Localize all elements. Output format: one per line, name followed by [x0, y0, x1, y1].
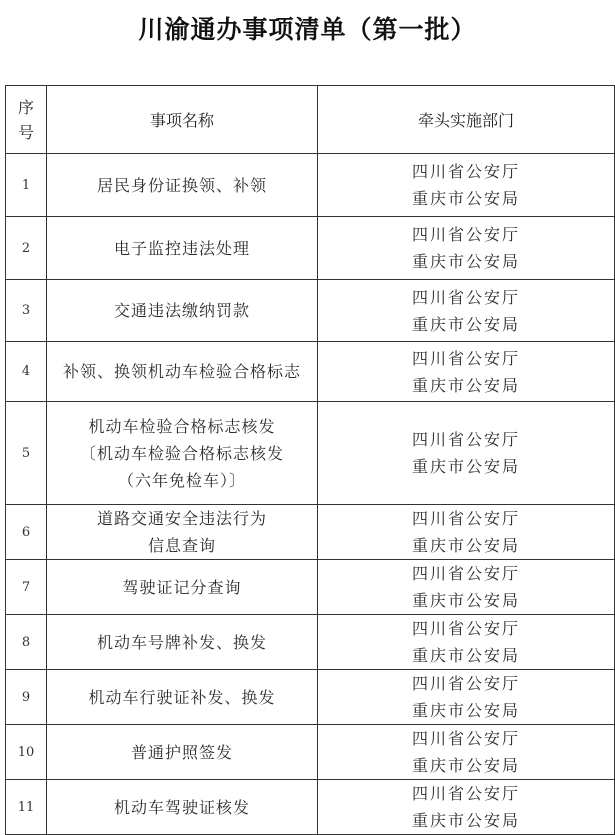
lead-department-line: 重庆市公安局	[411, 701, 520, 720]
lead-department-line: 四川省公安厅	[411, 729, 520, 748]
item-name	[47, 670, 318, 725]
lead-department-line: 重庆市公安局	[411, 646, 520, 665]
item-name-line: （六年免检车）〕	[117, 470, 246, 490]
item-name	[47, 402, 318, 505]
table-row	[6, 560, 615, 615]
lead-department-line: 四川省公安厅	[411, 619, 520, 638]
lead-department	[318, 560, 615, 615]
row-number: 7	[6, 560, 47, 615]
lead-department	[318, 725, 615, 780]
row-number: 4	[6, 342, 47, 402]
table-body	[6, 154, 615, 835]
lead-department-line: 四川省公安厅	[411, 564, 520, 583]
lead-department-line: 重庆市公安局	[411, 536, 520, 555]
table-row	[6, 725, 615, 780]
item-name	[47, 780, 318, 835]
item-name	[47, 505, 318, 560]
lead-department	[318, 280, 615, 342]
lead-department-line: 四川省公安厅	[411, 674, 520, 693]
row-number: 8	[6, 615, 47, 670]
lead-department	[318, 217, 615, 280]
item-name-line: 〔机动车检验合格标志核发	[79, 443, 284, 463]
lead-department-line: 重庆市公安局	[411, 314, 520, 334]
item-name	[47, 217, 318, 280]
row-number: 10	[6, 725, 47, 780]
column-header-dept: 牵头实施部门	[318, 86, 615, 154]
column-header-no-char-2: 号	[17, 122, 34, 142]
lead-department	[318, 670, 615, 725]
table-row	[6, 670, 615, 725]
row-number: 11	[6, 780, 47, 835]
lead-department-line: 四川省公安厅	[411, 509, 520, 528]
table-row	[6, 615, 615, 670]
lead-department-line: 四川省公安厅	[411, 348, 520, 368]
table-row	[6, 154, 615, 217]
lead-department	[318, 402, 615, 505]
item-name-line: 驾驶证记分查询	[122, 577, 242, 597]
lead-department	[318, 780, 615, 835]
item-name-line: 电子监控违法处理	[113, 238, 250, 258]
table-header-row	[6, 86, 615, 154]
item-name-line: 交通违法缴纳罚款	[113, 301, 250, 320]
item-name-line: 居民身份证换领、补领	[96, 175, 267, 195]
item-name-line: 信息查询	[147, 536, 216, 555]
row-number: 5	[6, 402, 47, 505]
row-number: 1	[6, 154, 47, 217]
lead-department	[318, 505, 615, 560]
table-row	[6, 780, 615, 835]
table-row	[6, 342, 615, 402]
lead-department-line: 四川省公安厅	[411, 225, 520, 244]
item-name-line: 机动车驾驶证核发	[113, 797, 250, 817]
page-title: 川渝通办事项清单（第一批）	[138, 15, 477, 44]
item-name	[47, 560, 318, 615]
row-number: 3	[6, 280, 47, 342]
column-header-no-char-1: 序	[17, 97, 34, 117]
table-row	[6, 217, 615, 280]
item-name	[47, 280, 318, 342]
lead-department-line: 重庆市公安局	[411, 811, 520, 830]
item-name	[47, 725, 318, 780]
lead-department	[318, 615, 615, 670]
item-name-line: 机动车号牌补发、换发	[96, 632, 267, 652]
lead-department-line: 重庆市公安局	[411, 189, 520, 208]
column-header-no	[6, 86, 47, 154]
lead-department-line: 重庆市公安局	[411, 252, 520, 271]
row-number: 2	[6, 217, 47, 280]
item-name	[47, 342, 318, 402]
column-header-name: 事项名称	[47, 86, 318, 154]
lead-department-line: 重庆市公安局	[411, 591, 520, 610]
lead-department-line: 重庆市公安局	[411, 375, 520, 395]
table-row	[6, 280, 615, 342]
row-number: 6	[6, 505, 47, 560]
lead-department-line: 重庆市公安局	[411, 457, 520, 476]
lead-department-line: 四川省公安厅	[411, 784, 520, 803]
item-name-line: 道路交通安全违法行为	[96, 509, 267, 528]
lead-department-line: 四川省公安厅	[411, 430, 520, 449]
lead-department	[318, 154, 615, 217]
item-name-line: 机动车检验合格标志核发	[88, 416, 276, 436]
item-name-line: 普通护照签发	[130, 742, 233, 762]
lead-department-line: 四川省公安厅	[411, 162, 520, 181]
table-row	[6, 402, 615, 505]
lead-department-line: 重庆市公安局	[411, 756, 520, 775]
item-name-line: 机动车行驶证补发、换发	[88, 687, 276, 707]
items-table	[5, 85, 615, 835]
row-number: 9	[6, 670, 47, 725]
item-name	[47, 615, 318, 670]
table-row	[6, 505, 615, 560]
item-name-line: 补领、换领机动车检验合格标志	[62, 362, 301, 381]
item-name	[47, 154, 318, 217]
lead-department	[318, 342, 615, 402]
lead-department-line: 四川省公安厅	[411, 287, 520, 307]
